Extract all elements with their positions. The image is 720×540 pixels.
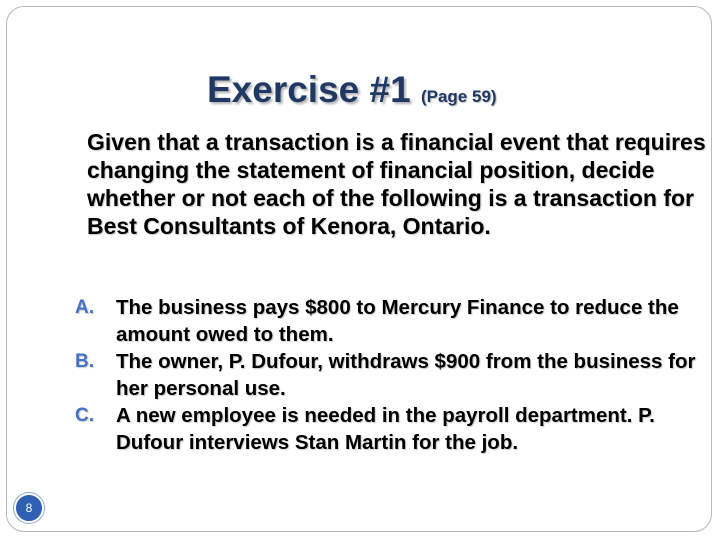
- list-item: [75, 348, 700, 402]
- item-marker: B.: [75, 351, 94, 372]
- item-text: The business pays $800 to Mercury Finance to reduce the amount owed to them.: [116, 296, 679, 346]
- title-page-reference: (Page 59): [420, 87, 497, 106]
- list-item: [75, 294, 700, 348]
- slide-title: [207, 68, 497, 119]
- list-item: [75, 402, 700, 456]
- intro-paragraph: Given that a transaction is a financial event that requires changing the statement of financial position, decide whether or not each of the following is a transaction for Best Consultants of Kenora, Ontario.: [87, 129, 706, 239]
- exercise-list: [75, 294, 700, 456]
- item-text: A new employee is needed in the payroll department. P. Dufour interviews Stan Martin for the job.: [116, 404, 655, 454]
- title-main: Exercise #1: [207, 69, 421, 110]
- page-number: 8: [25, 501, 33, 515]
- page-number-badge: [14, 493, 44, 523]
- item-marker: C.: [75, 405, 94, 426]
- item-marker: A.: [75, 297, 94, 318]
- item-text: The owner, P. Dufour, withdraws $900 from the business for her personal use.: [116, 350, 696, 400]
